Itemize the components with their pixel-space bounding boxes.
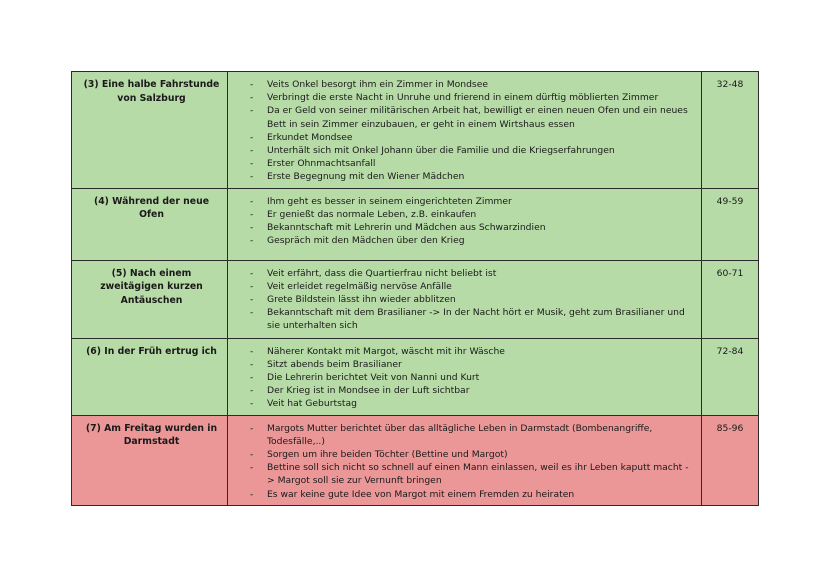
- pages-cell: [702, 260, 759, 338]
- table-row: [72, 338, 759, 415]
- list-item: - Sorgen um ihre beiden Töchter (Bettine und Margot): [228, 448, 695, 461]
- chapter-summary-table: [71, 71, 759, 506]
- list-item: - Der Krieg ist in Mondsee in der Luft sichtbar: [228, 384, 695, 397]
- list-item: - Sitzt abends beim Brasilianer: [228, 358, 695, 371]
- list-item: - Gespräch mit den Mädchen über den Krieg: [228, 234, 695, 247]
- list-item: - Margots Mutter berichtet über das alltägliche Leben in Darmstadt (Bombenangriffe, Todesfälle,..): [228, 422, 695, 448]
- table-row: [72, 415, 759, 505]
- summary-list: [228, 72, 701, 188]
- page-range: 85-96: [716, 422, 744, 434]
- chapter-cell: [72, 415, 228, 505]
- chapter-title: (5) Nach einem zweitägigen kurzen Antäuschen: [100, 267, 203, 306]
- list-item: - Ihm geht es besser in seinem eingerichteten Zimmer: [228, 195, 695, 208]
- list-item: - Bekanntschaft mit dem Brasilianer -> In der Nacht hört er Musik, geht zum Brasilianer und sie unterhalten sich: [228, 306, 695, 332]
- chapter-title: (7) Am Freitag wurden in Darmstadt: [85, 422, 218, 448]
- list-item: - Grete Bildstein lässt ihn wieder abblitzen: [228, 293, 695, 306]
- table-row: [72, 260, 759, 338]
- list-item: - Erster Ohnmachtsanfall: [228, 157, 695, 170]
- chapter-cell: [72, 72, 228, 189]
- list-item: - Veit hat Geburtstag: [228, 397, 695, 410]
- list-item: - Bekanntschaft mit Lehrerin und Mädchen aus Schwarzindien: [228, 221, 695, 234]
- chapter-cell: [72, 338, 228, 415]
- pages-cell: [702, 415, 759, 505]
- list-item: - Bettine soll sich nicht so schnell auf einen Mann einlassen, weil es ihr Leben kaputt macht -> Margot soll sie zur Vernunft bringen: [228, 461, 695, 487]
- list-item: - Erkundet Mondsee: [228, 131, 695, 144]
- table-row: [72, 188, 759, 260]
- list-item: - Unterhält sich mit Onkel Johann über die Familie und die Kriegserfahrungen: [228, 144, 695, 157]
- summary-cell: [228, 338, 702, 415]
- summary-cell: [228, 260, 702, 338]
- list-item: - Es war keine gute Idee von Margot mit einem Fremden zu heiraten: [228, 488, 695, 501]
- list-item: - Er genießt das normale Leben, z.B. einkaufen: [228, 208, 695, 221]
- list-item: - Verbringt die erste Nacht in Unruhe und frierend in einem dürftig möblierten Zimmer: [228, 91, 695, 104]
- pages-cell: [702, 72, 759, 189]
- list-item: - Näherer Kontakt mit Margot, wäscht mit ihr Wäsche: [228, 345, 695, 358]
- list-item: - Veit erleidet regelmäßig nervöse Anfälle: [228, 280, 695, 293]
- list-item: - Da er Geld von seiner militärischen Arbeit hat, bewilligt er einen neuen Ofen und ein neues Bett in sein Zimmer einzubauen, er geht in einem Wirtshaus essen: [228, 104, 695, 130]
- page-range: 72-84: [716, 345, 744, 357]
- list-item: - Veits Onkel besorgt ihm ein Zimmer in Mondsee: [228, 78, 695, 91]
- page-range: 60-71: [716, 267, 744, 279]
- pages-cell: [702, 188, 759, 260]
- summary-cell: [228, 72, 702, 189]
- summary-list: [228, 189, 701, 252]
- page-range: 32-48: [716, 79, 744, 90]
- summary-list: [228, 416, 701, 505]
- page-range: 49-59: [716, 195, 744, 207]
- summary-cell: [228, 188, 702, 260]
- list-item: - Veit erfährt, dass die Quartierfrau nicht beliebt ist: [228, 267, 695, 280]
- list-item: - Die Lehrerin berichtet Veit von Nanni und Kurt: [228, 371, 695, 384]
- chapter-cell: [72, 188, 228, 260]
- summary-list: [228, 261, 701, 337]
- chapter-title: (3) Eine halbe Fahrstunde von Salzburg: [83, 79, 220, 104]
- list-item: - Erste Begegnung mit den Wiener Mädchen: [228, 170, 695, 183]
- table-row: [72, 72, 759, 189]
- summary-list: [228, 339, 701, 415]
- chapter-title: (6) In der Früh ertrug ich: [86, 345, 217, 357]
- chapter-title: (4) Während der neue Ofen: [93, 195, 210, 221]
- pages-cell: [702, 338, 759, 415]
- chapter-cell: [72, 260, 228, 338]
- summary-cell: [228, 415, 702, 505]
